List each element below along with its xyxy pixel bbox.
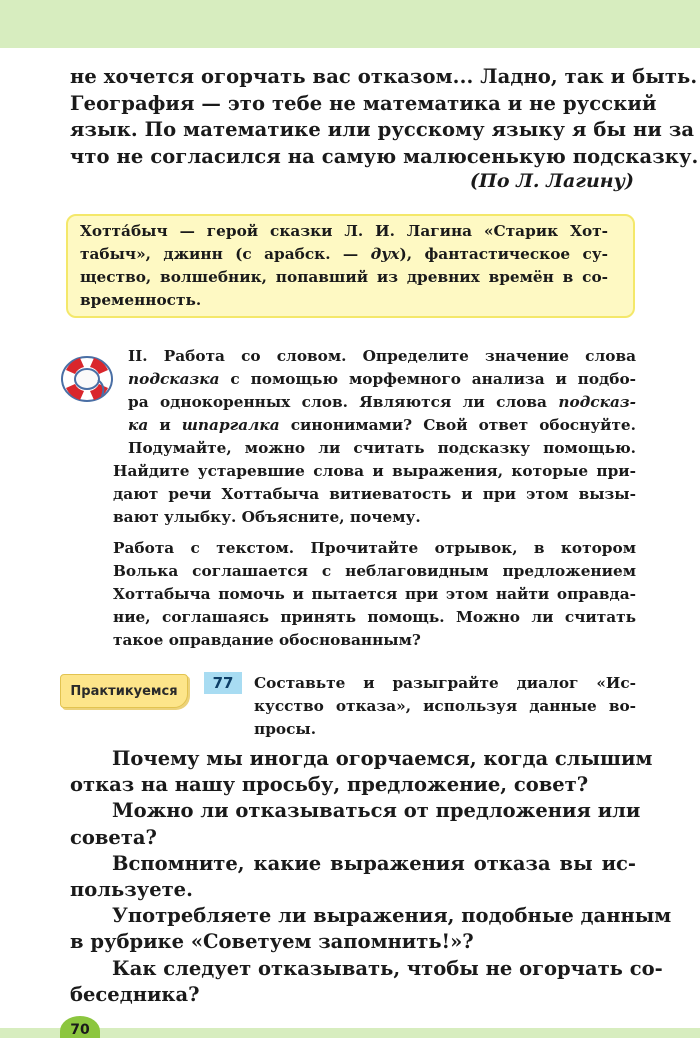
intro-line: язык. По математике или русскому языку я бы ни за — [70, 118, 695, 141]
task-text-work: Работа с текстом. Прочитайте отрывок, в котором Волька соглашается с неблаговидным предложением Хоттабыча помочь и пытается при этом найти оправда- ние, соглашаясь принять помощь. Можно ли считать такое оправдание обоснованным? — [113, 539, 636, 649]
question-line: беседника? — [70, 982, 200, 1006]
questions-list — [70, 746, 672, 1008]
exercise-text: Составьте и разыграйте диалог «Ис- кусство отказа», используя данные во- просы. — [254, 674, 636, 738]
practice-badge: Практикуемся — [60, 674, 188, 708]
intro-line: что не согласился на самую малюсенькую подсказку. — [70, 144, 699, 168]
question-line: совета? — [70, 825, 157, 849]
exercise-number: 77 — [204, 672, 242, 694]
task-word-work-cont2: Найдите устаревшие слова и выражения, которые при- дают речи Хоттабыча витиеватость и при этом вызы- вают улыбку. Объясните, почему. — [113, 462, 636, 526]
task-word-work: II. Работа со словом. Определите значение слова подсказка с помощью морфемного анализа и подбо- ра однокоренных слов. Являются ли слова подсказ- ка и шпаргалка синонимами? Свой ответ обоснуйте. — [128, 347, 636, 434]
task-word-work-cont: Подумайте, можно ли считать подсказку помощью. — [128, 439, 636, 457]
task-heading: Работа с текстом. — [113, 539, 295, 557]
note-text: Хотта́быч — герой сказки Л. И. Лагина «Старик Хот- табыч», джинн (с арабск. — дух), фантастическое су- щество, волшебник, попавший из древних времён в со- временность. — [80, 222, 608, 309]
attribution: (По Л. Лагину) — [469, 170, 634, 192]
question-line: в рубрике «Советуем запомнить!»? — [70, 930, 474, 954]
question-line: Можно ли отказываться от предложения или — [112, 799, 641, 823]
top-band — [0, 0, 700, 48]
intro-line: География — это тебе не математика и не русский — [70, 91, 657, 115]
question-line: Почему мы иногда огорчаемся, когда слышим — [112, 747, 653, 770]
note-term: Хотта́быч — [80, 222, 168, 240]
bottom-band — [0, 1028, 700, 1038]
question-line: пользуете. — [70, 877, 193, 901]
page-number: 70 — [60, 1016, 100, 1038]
task-heading: II. Работа со словом. — [128, 347, 347, 365]
intro-paragraph — [70, 64, 699, 170]
intro-line: не хочется огорчать вас отказом... Ладно, так и быть. — [70, 65, 698, 88]
question-line: отказ на нашу просьбу, предложение, совет? — [70, 773, 589, 797]
lifebuoy-icon — [58, 350, 116, 406]
question-line: Вспомните, какие выражения отказа вы ис- — [112, 851, 636, 875]
question-line: Употребляете ли выражения, подобные данным — [112, 904, 672, 928]
question-line: Как следует отказывать, чтобы не огорчать со- — [112, 956, 663, 980]
